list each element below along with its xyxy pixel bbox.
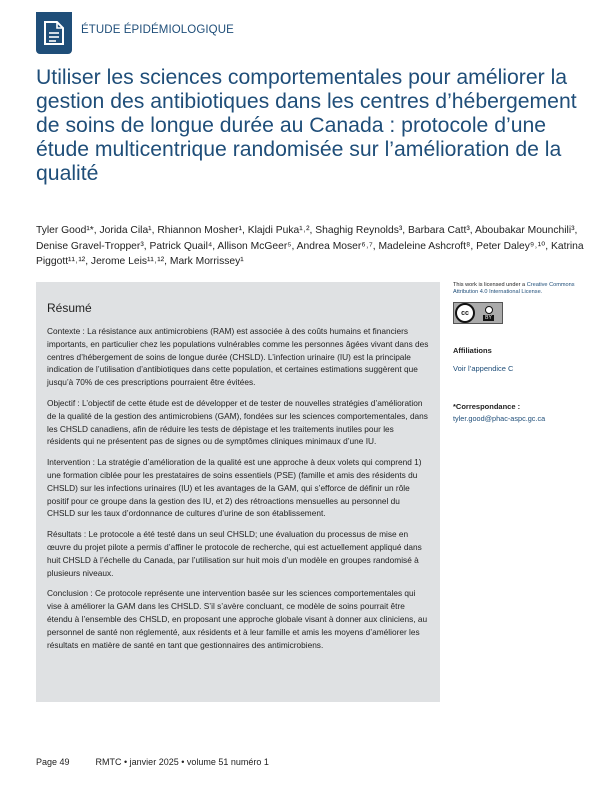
abstract-box xyxy=(36,282,440,702)
abstract-conclusion: Conclusion : Ce protocole représente une intervention basée sur les sciences comportementales qui vise à améliorer la GAM dans les CHSLD. S’il s’avère concluant, ce modèle de soins pourrait être étendu à l’ensemble des CHSLD, en proposant une approche globale visant à donner aux cliniciens, au personnel de santé non réglementé, aux résidents et à leur famille et amis les moyens d’améliorer les résultats en matière de santé en tant que gestionnaires des antimicrobiens. xyxy=(47,588,428,650)
page-number: Page 49 xyxy=(36,757,70,767)
by-label: BY xyxy=(485,314,492,321)
cc-icon: cc xyxy=(455,303,475,323)
abstract-title: Résumé xyxy=(47,301,92,315)
article-title: Utiliser les sciences comportementales pour améliorer la gestion des antibiotiques dans les centres d’hébergement de soins de longue durée au Canada : protocole d’une étude multicentrique randomisée sur l’amélioration de la qualité xyxy=(36,66,577,185)
abstract-context: Contexte : La résistance aux antimicrobiens (RAM) est associée à des coûts humains et financiers importants, en particulier chez les populations vulnérables comme les personnes âgées vivant dans des centres d’hébergement de soins de longue durée (CHSLD). L’infection urinaire (IU) est la principale indication de l’utilisation d’antibiotiques dans cette population, et certaines estimations suggèrent que jusqu’à 70% de ces prescriptions pourraient être évitées. xyxy=(47,326,429,388)
footer xyxy=(36,757,269,767)
abstract-objective: Objectif : L’objectif de cette étude est de développer et de tester de nouvelles stratégies d’amélioration de la qualité de la gestion des antimicrobiens (GAM), fondées sur les sciences comportementales, dans les CHSLD canadiens, afin de réduire les tests de dépistage et les traitements inutiles pour les résidents qui ne présentent pas de signes ou de symptômes cliniques minimaux d’une IU. xyxy=(47,397,428,447)
correspondence-title: *Correspondance : xyxy=(453,402,521,411)
affiliations-link[interactable]: Voir l’appendice C xyxy=(453,364,514,373)
journal-info: RMTC • janvier 2025 • volume 51 numéro 1 xyxy=(95,757,269,767)
author-list: Tyler Good¹*, Jorida Cila¹, Rhiannon Mosher¹, Klajdi Puka¹˒², Shaghig Reynolds³, Barbara Catt³, Aboubakar Mounchili³, Denise Gravel-Tropper³, Patrick Quail⁴, Allison McGeer⁵, Andrea Moser⁶˒⁷, Madeleine Ashcroft⁸, Peter Daley⁹˒¹⁰, Katrina Piggott¹¹˒¹², Jerome Leis¹¹˒¹², Mark Morrissey¹ xyxy=(36,225,584,268)
cc-by-badge[interactable] xyxy=(453,302,503,324)
license-link[interactable]: Creative Commons Attribution 4.0 International License. xyxy=(453,282,575,295)
by-icon xyxy=(475,306,502,321)
license-notice xyxy=(453,282,589,296)
section-label: ÉTUDE ÉPIDÉMIOLOGIQUE xyxy=(81,24,234,36)
document-icon xyxy=(36,12,72,54)
abstract-results: Résultats : Le protocole a été testé dans un seul CHSLD; une évaluation du processus de mise en œuvre du projet pilote a permis d’affiner le protocole de recherche, qui est actuellement appliqué dans huit CHSLD à l’échelle du Canada, par l’utilisation sur huit mois d’un modèle en groupes randomisé à plusieurs niveaux. xyxy=(47,529,422,578)
sidebar xyxy=(453,282,589,324)
affiliations-title: Affiliations xyxy=(453,346,492,355)
abstract-intervention: Intervention : La stratégie d’amélioration de la qualité est une approche à deux volets qui comprend 1) une formation ciblée pour les prestataires de soins essentiels (PSE) (famille et amis des résidents du CHSLD) sur les infections urinaires (IU) et les avantages de la GAM, qui s’efforce de définir un rôle positif pour ce groupe dans la gestion des IU, et 2) des rétroactions mensuelles au personnel du CHSLD sur les taux d’ordonnance de cultures d’urine de son établissement. xyxy=(47,457,422,519)
correspondence-email[interactable]: tyler.good@phac-aspc.gc.ca xyxy=(453,414,546,423)
license-text: This work is licensed under a xyxy=(453,282,527,288)
person-icon xyxy=(485,306,493,314)
